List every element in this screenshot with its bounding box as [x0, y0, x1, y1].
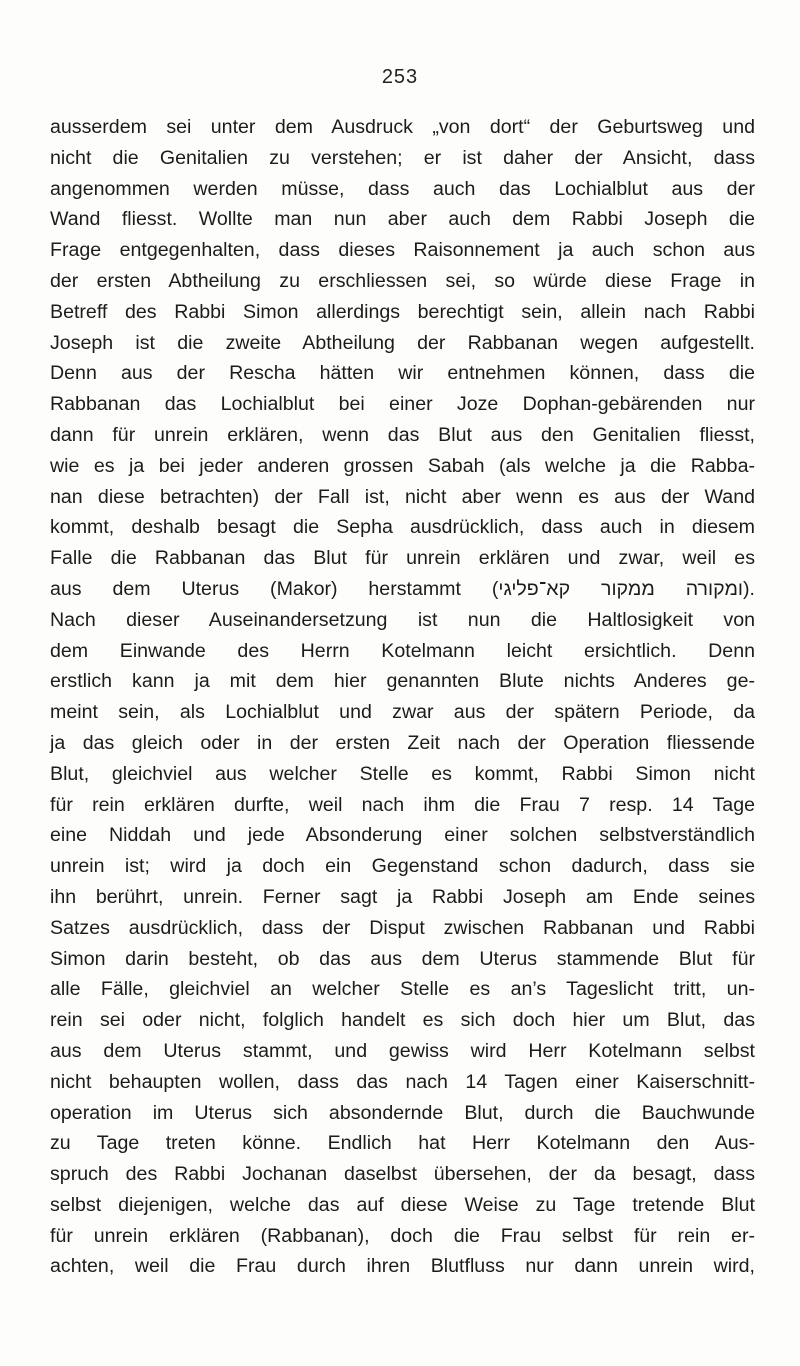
text-line: ihn berührt, unrein. Ferner sagt ja Rabbi Joseph am Ende seines [50, 885, 755, 908]
text-line: angenommen werden müsse, dass auch das Lochialblut aus der [50, 177, 755, 200]
text-line: Rabbanan das Lochialblut bei einer Joze Dophan-gebärenden nur [50, 393, 755, 416]
body-text [50, 112, 755, 1282]
text-line: selbst diejenigen, welche das auf diese Weise zu Tage tretende Blut [50, 1193, 755, 1216]
text-line: Satzes ausdrücklich, dass der Disput zwischen Rabbanan und Rabbi [50, 916, 755, 939]
text-line: dann für unrein erklären, wenn das Blut aus den Genitalien fliesst, [50, 423, 755, 446]
text-line: spruch des Rabbi Jochanan daselbst übersehen, der da besagt, dass [50, 1163, 755, 1186]
text-line: der ersten Abtheilung zu erschliessen sei, so würde diese Frage in [50, 269, 755, 292]
text-line: zu Tage treten könne. Endlich hat Herr Kotelmann den Aus- [50, 1132, 755, 1155]
text-line: rein sei oder nicht, folglich handelt es sich doch hier um Blut, das [50, 1009, 755, 1032]
text-line: unrein ist; wird ja doch ein Gegenstand schon dadurch, dass sie [50, 855, 755, 878]
text-line: Denn aus der Rescha hätten wir entnehmen können, dass die [50, 362, 755, 385]
text-line: wie es ja bei jeder anderen grossen Sabah (als welche ja die Rabba- [50, 454, 755, 477]
page-number: 253 [381, 66, 419, 88]
text-line: erstlich kann ja mit dem hier genannten Blute nichts Anderes ge- [50, 670, 755, 693]
text-line: alle Fälle, gleichviel an welcher Stelle es an’s Tageslicht tritt, un- [50, 978, 755, 1001]
text-line: Frage entgegenhalten, dass dieses Raisonnement ja auch schon aus [50, 239, 755, 262]
text-line: ja das gleich oder in der ersten Zeit nach der Operation fliessende [50, 731, 755, 754]
text-line: aus dem Uterus stammt, und gewiss wird Herr Kotelmann selbst [50, 1039, 755, 1062]
text-line: Betreff des Rabbi Simon allerdings berechtigt sein, allein nach Rabbi [50, 300, 755, 323]
text-line: dem Einwande des Herrn Kotelmann leicht ersichtlich. Denn [50, 639, 755, 662]
text-line: nicht behaupten wollen, dass das nach 14 Tagen einer Kaiserschnitt- [50, 1070, 755, 1093]
text-line: operation im Uterus sich absondernde Blut, durch die Bauchwunde [50, 1101, 755, 1124]
text-line: eine Niddah und jede Absonderung einer solchen selbstverständlich [50, 824, 755, 847]
text-line: Wand fliesst. Wollte man nun aber auch dem Rabbi Joseph die [50, 208, 755, 231]
text-line: Joseph ist die zweite Abtheilung der Rabbanan wegen aufgestellt. [50, 331, 755, 354]
text-line: für unrein erklären (Rabbanan), doch die Frau selbst für rein er- [50, 1224, 755, 1247]
text-line: ausserdem sei unter dem Ausdruck „von dort“ der Geburtsweg und [50, 116, 755, 138]
text-line: Blut, gleichviel aus welcher Stelle es kommt, Rabbi Simon nicht [50, 762, 755, 785]
text-line: aus dem Uterus (Makor) herstammt (ומקורה ממקור קא־פליגי). [50, 577, 755, 600]
text-line: kommt, deshalb besagt die Sepha ausdrücklich, dass auch in diesem [50, 516, 755, 539]
text-line: Nach dieser Auseinandersetzung ist nun die Haltlosigkeit von [50, 608, 755, 631]
text-line: Falle die Rabbanan das Blut für unrein erklären und zwar, weil es [50, 547, 755, 570]
text-line: Simon darin besteht, ob das aus dem Uterus stammende Blut für [50, 947, 755, 970]
text-line: für rein erklären durfte, weil nach ihm die Frau 7 resp. 14 Tage [50, 793, 755, 816]
text-line: meint sein, als Lochialblut und zwar aus der spätern Periode, da [50, 701, 755, 724]
text-line: nan diese betrachten) der Fall ist, nicht aber wenn es aus der Wand [50, 485, 755, 508]
text-line: achten, weil die Frau durch ihren Blutfluss nur dann unrein wird, [50, 1255, 755, 1278]
text-line: nicht die Genitalien zu verstehen; er ist daher der Ansicht, dass [50, 146, 755, 169]
